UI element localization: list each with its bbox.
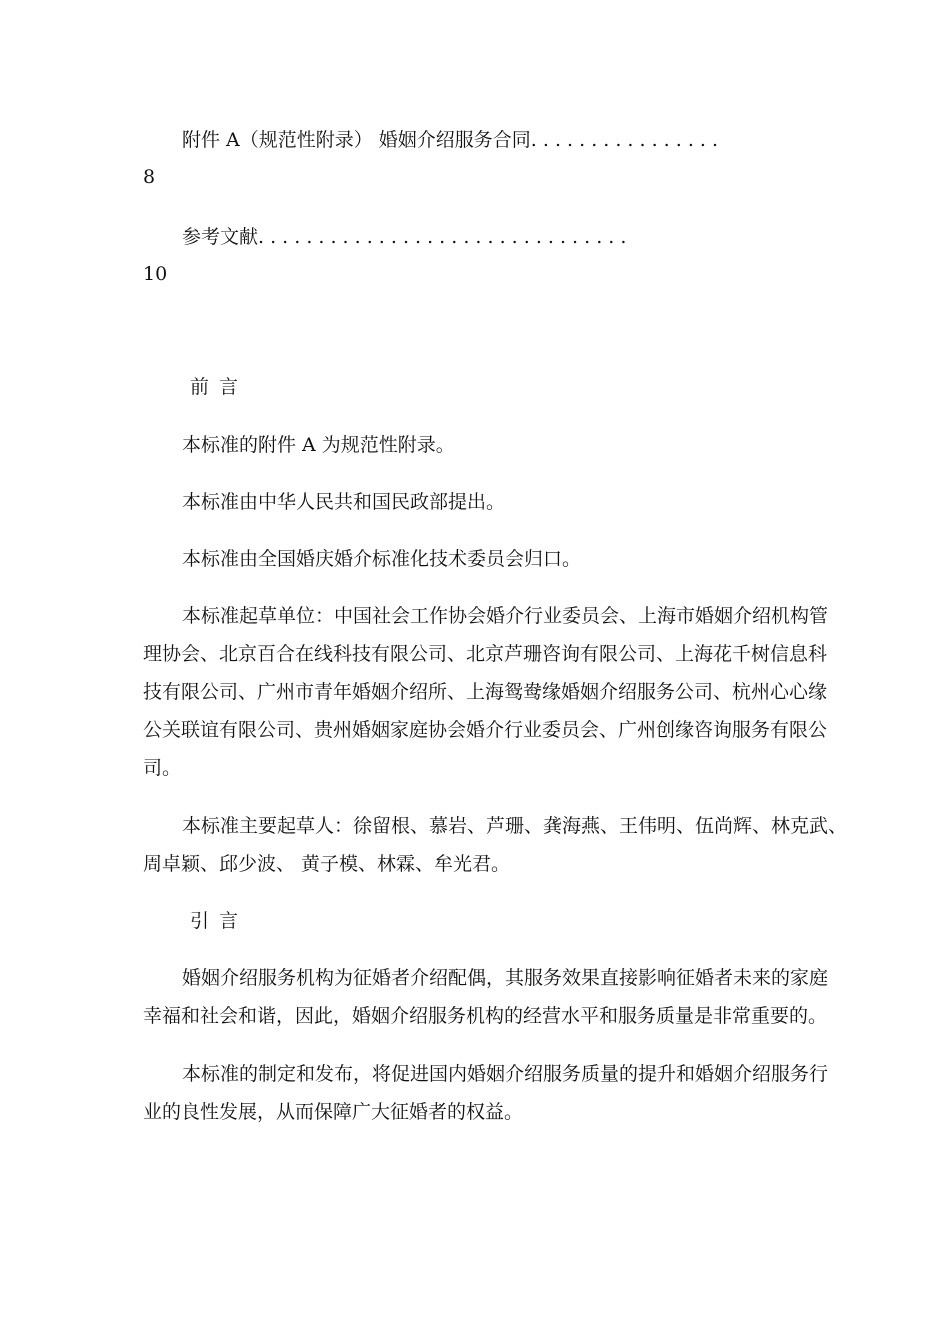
foreword-paragraph-3: 本标准由全国婚庆婚介标准化技术委员会归口。 — [182, 548, 582, 570]
introduction-paragraph-1-line: 婚姻介绍服务机构为征婚者介绍配偶，其服务效果直接影响征婚者未来的家庭 — [182, 967, 829, 989]
foreword-paragraph-2: 本标准由中华人民共和国民政部提出。 — [182, 491, 506, 513]
foreword-paragraph-4-line: 理协会、北京百合在线科技有限公司、北京芦珊咨询有限公司、上海花千树信息科 — [143, 643, 828, 665]
introduction-paragraph-2-line: 本标准的制定和发布，将促进国内婚姻介绍服务质量的提升和婚姻介绍服务行 — [182, 1063, 829, 1085]
toc-entry-references-title: 参考文献. . . . . . . . . . . . . . . . . . . . . . . . . . . . . . . — [182, 226, 627, 248]
toc-entry-annex-a-page: 8 — [143, 166, 156, 188]
foreword-paragraph-5-line: 周卓颖、邱少波、 黄子模、林霖、牟光君。 — [143, 853, 511, 875]
foreword-paragraph-4-line: 公关联谊有限公司、贵州婚姻家庭协会婚介行业委员会、广州创缘咨询服务有限公 — [143, 719, 828, 741]
introduction-paragraph-2-line: 业的良性发展，从而保障广大征婚者的权益。 — [143, 1101, 524, 1123]
foreword-paragraph-1: 本标准的附件 A 为规范性附录。 — [182, 434, 455, 456]
introduction-paragraph-1-line: 幸福和社会和谐，因此，婚姻介绍服务机构的经营水平和服务质量是非常重要的。 — [143, 1005, 828, 1027]
foreword-paragraph-4-line: 本标准起草单位：中国社会工作协会婚介行业委员会、上海市婚姻介绍机构管 — [182, 605, 829, 627]
introduction-heading: 引 言 — [190, 910, 241, 932]
foreword-paragraph-4-line: 技有限公司、广州市青年婚姻介绍所、上海鸳鸯缘婚姻介绍服务公司、杭州心心缘 — [143, 681, 828, 703]
foreword-paragraph-4-line: 司。 — [143, 757, 182, 779]
toc-entry-references-page: 10 — [143, 263, 168, 285]
foreword-heading: 前 言 — [190, 376, 241, 398]
toc-entry-annex-a-title: 附件 A（规范性附录） 婚姻介绍服务合同. . . . . . . . . . . . . . . . — [182, 129, 719, 151]
foreword-paragraph-5-line: 本标准主要起草人：徐留根、慕岩、芦珊、龚海燕、王伟明、伍尚辉、林克武、 — [182, 815, 848, 837]
